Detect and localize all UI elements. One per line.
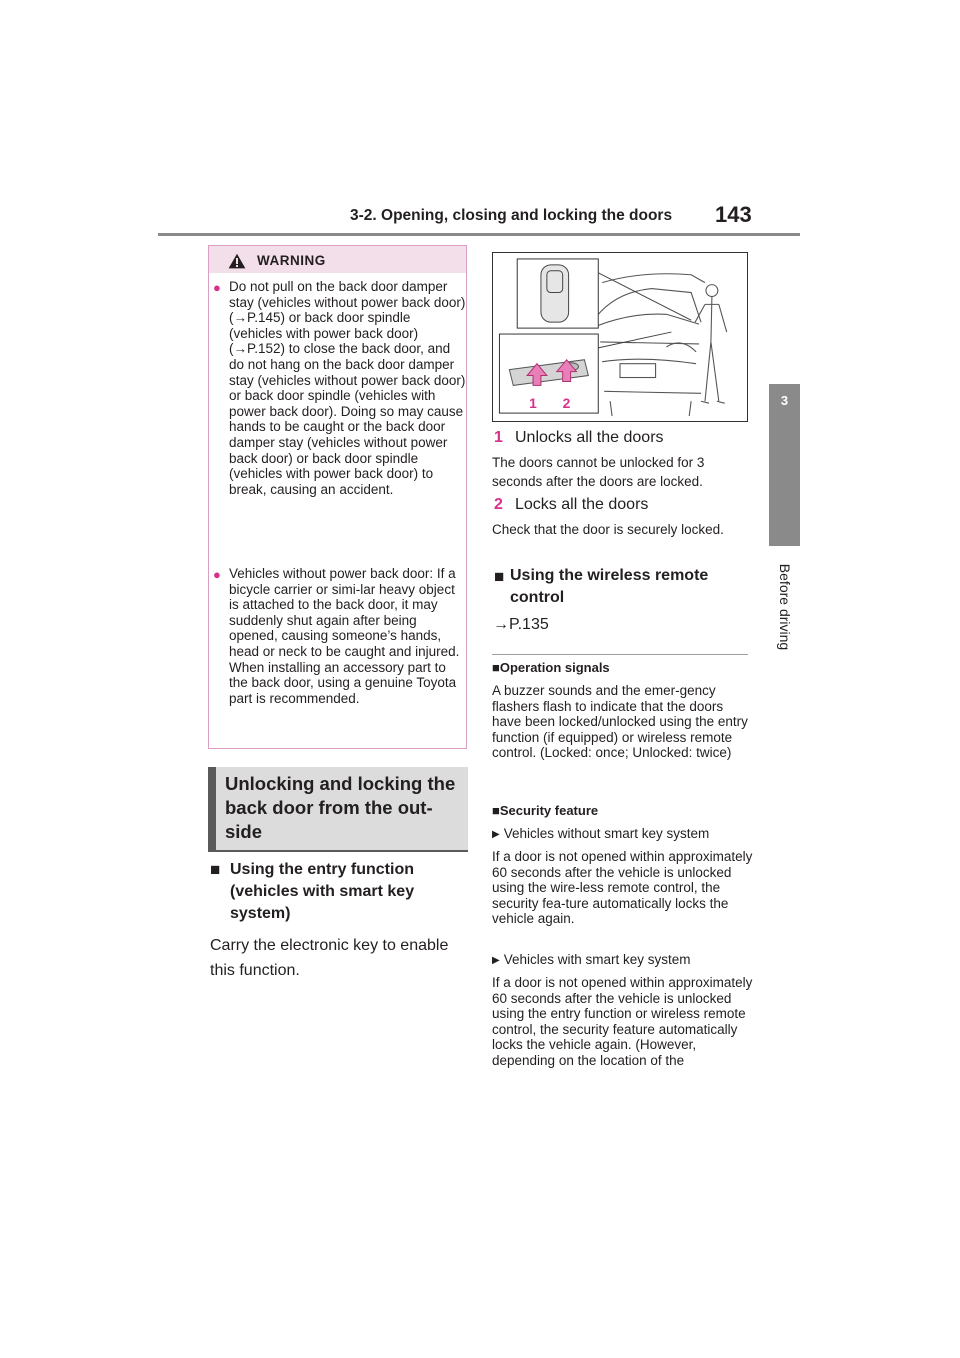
warning-item: Vehicles without power back door: If a bicycle carrier or simi-lar heavy object is attached to the back door, it may suddenly shut again after being opened, causing someone’s hands, head or neck to be caught and injured. When installing an accessory part to the back door, using a genuine Toyota part is recommended. — [229, 566, 460, 706]
triangle-bullet-icon: ▶ — [492, 829, 500, 840]
note-item-label — [492, 826, 754, 843]
notes-divider — [492, 654, 748, 655]
section-heading-rule — [208, 850, 468, 852]
subheading-wireless-remote: Using the wireless remote control — [510, 567, 709, 606]
note-text: A buzzer sounds and the emer-gency flashers flash to indicate that the doors have been locked/unlocked using the entry function (if equipped) or wireless remote control. (Locked: once; Unlocked: twice) — [492, 683, 748, 761]
square-bullet-icon: ■ — [492, 660, 500, 675]
step-number: 2 — [494, 496, 503, 513]
callout-line — [598, 273, 691, 320]
note-text: If a door is not opened within approximately 60 seconds after the vehicle is unlocked using the entry function or wireless remote control, the security feature automatically locks the vehicle again. (However, depending on the location of the — [492, 975, 753, 1068]
person-figure — [695, 285, 727, 404]
section-heading-bar — [208, 767, 216, 850]
key-fob — [541, 265, 569, 322]
note-item-label-text: Vehicles without smart key system — [503, 826, 710, 841]
chapter-label: Before driving — [776, 563, 793, 651]
warning-item: Do not pull on the back door damper stay (vehicles without power back door) (→P.145) or back door spindle (vehicles with power back door) (→P.152) to close the back door, and do not hang on the back door damper stay (vehicles without power back door) or back door spindle (vehicles with power back door). Doing so may cause hands to be caught or the back door damper stay (vehicles without power back door) or back door spindle (vehicles with power back door) to break, causing an accident. — [229, 279, 466, 497]
square-bullet-icon: ■ — [494, 567, 505, 586]
subheading-entry-function: Using the entry function (vehicles with smart key system) — [230, 861, 415, 922]
square-bullet-icon: ■ — [210, 860, 221, 879]
note-heading-text: Security feature — [499, 803, 599, 818]
callout-line — [598, 332, 671, 348]
warning-header — [209, 246, 466, 273]
illustration-label-2: 2 — [562, 395, 571, 412]
note-text: If a door is not opened within approximately 60 seconds after the vehicle is unlocked using the wire-less remote control, the security fea-ture automatically locks the vehicle again. — [492, 849, 753, 927]
entry-function-body: Carry the electronic key to enable this function. — [210, 937, 449, 979]
back-door-illustration — [492, 252, 748, 422]
step-number: 1 — [494, 429, 503, 446]
triangle-bullet-icon: ▶ — [492, 955, 500, 966]
note-item-label-text: Vehicles with smart key system — [503, 952, 691, 967]
running-header-title: 3-2. Opening, closing and locking the doors — [350, 207, 673, 224]
chapter-tab — [769, 384, 800, 546]
step-text: Unlocks all the doors — [515, 429, 664, 446]
page-reference-link[interactable]: →P.135 — [493, 616, 549, 633]
vehicle-outline — [592, 274, 705, 416]
warning-triangle-icon — [228, 253, 246, 269]
step-text: Locks all the doors — [515, 496, 649, 513]
note-heading-text: Operation signals — [499, 660, 610, 675]
warning-bullet-icon: ● — [213, 280, 221, 295]
square-bullet-icon: ■ — [492, 803, 500, 818]
header-rule — [158, 233, 800, 236]
warning-bullet-icon: ● — [213, 567, 221, 582]
section-heading: Unlocking and locking the back door from the out-side — [225, 773, 456, 842]
note-heading-operation-signals — [492, 660, 610, 675]
warning-title: WARNING — [257, 253, 326, 268]
illustration-label-1: 1 — [529, 395, 537, 412]
step-description: Check that the door is securely locked. — [492, 522, 724, 537]
note-heading-security-feature — [492, 803, 598, 818]
note-item-label — [492, 952, 754, 969]
chapter-label-wrap — [769, 552, 800, 662]
chapter-number: 3 — [780, 393, 789, 408]
step-description: The doors cannot be unlocked for 3 seconds after the doors are locked. — [492, 455, 705, 489]
page-number: 143 — [715, 202, 752, 227]
